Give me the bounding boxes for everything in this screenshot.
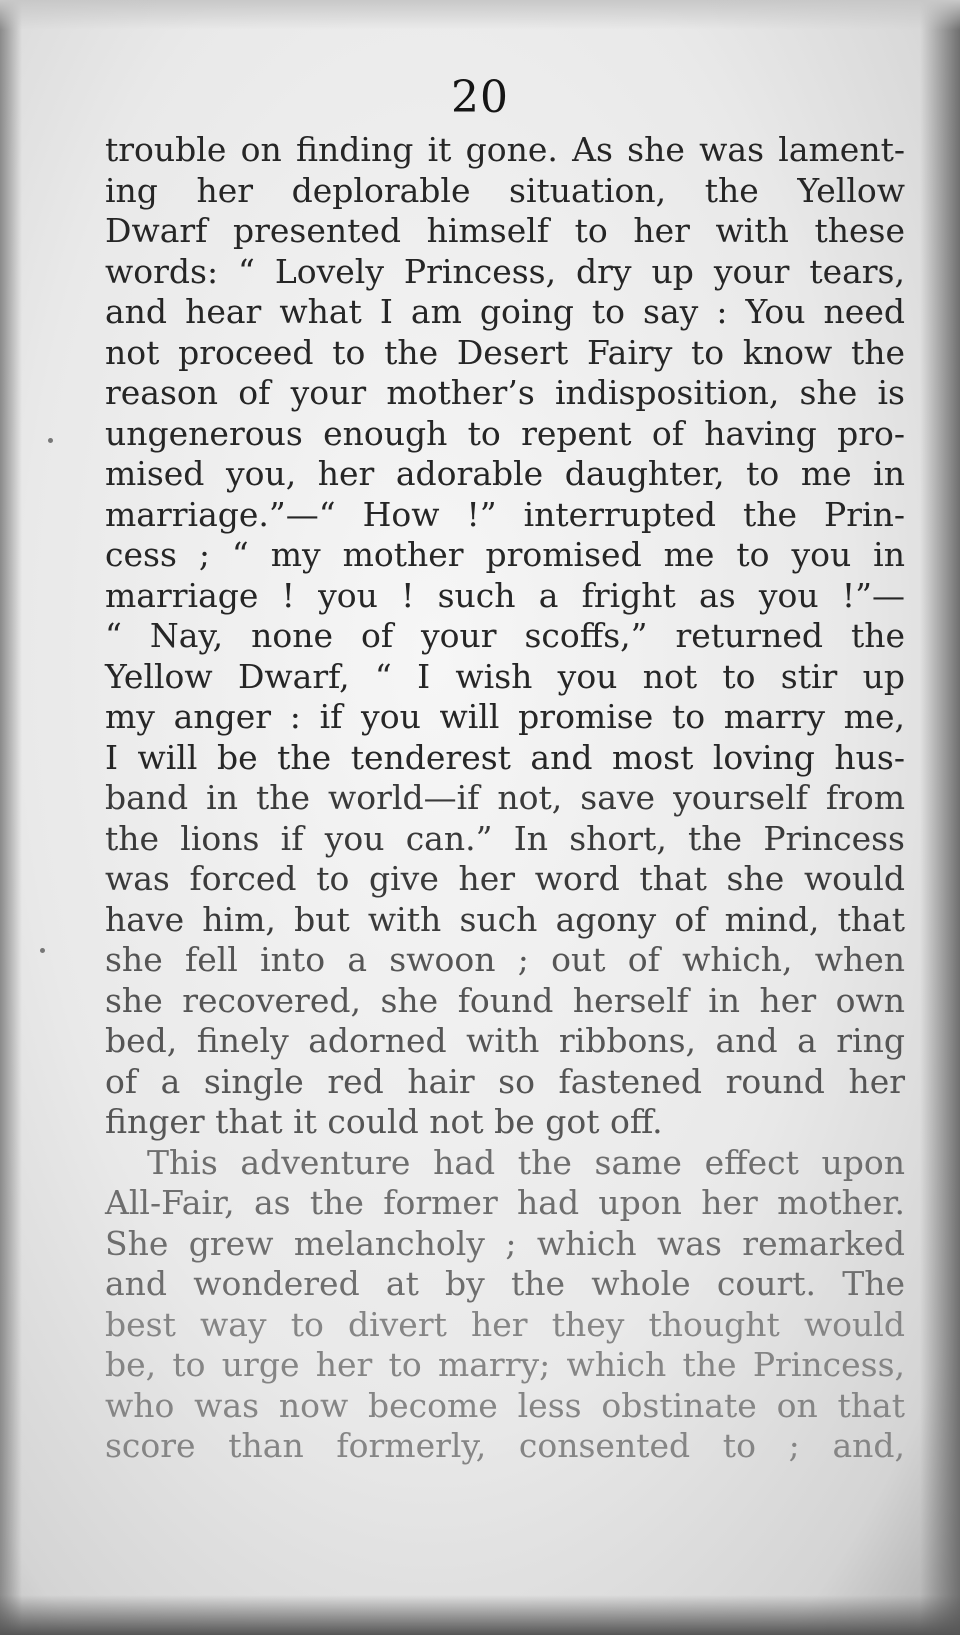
text-line: not proceed to the Desert Fairy to know the: [105, 332, 905, 372]
text-line: band in the world—if not, save yourself from: [105, 778, 905, 817]
text-line: I will be the tenderest and most loving hus-: [105, 737, 905, 777]
text-line: words: “ Lovely Princess, dry up your tears,: [105, 251, 905, 291]
text-line: she fell into a swoon ; out of which, when: [105, 940, 905, 979]
body-text: [105, 130, 905, 1467]
text-line: my anger : if you will promise to marry me,: [105, 697, 905, 736]
page-edge-shadow-left: [0, 0, 22, 1635]
text-line: Yellow Dwarf, “ I wish you not to stir up: [105, 656, 905, 696]
text-line: She grew melancholy ; which was remarked: [105, 1223, 905, 1263]
text-line: and hear what I am going to say : You need: [105, 292, 905, 331]
text-line: Dwarf presented himself to her with these: [105, 211, 905, 250]
text-line: reason of your mother’s indisposition, she is: [105, 373, 905, 412]
text-line: mised you, her adorable daughter, to me in: [105, 454, 905, 493]
paper-speck: [48, 438, 53, 443]
text-line: be, to urge her to marry; which the Princess,: [105, 1345, 905, 1384]
page-edge-shadow-top: [0, 0, 960, 30]
text-line: score than formerly, consented to ; and,: [105, 1426, 905, 1465]
text-line: “ Nay, none of your scoffs,” returned the: [105, 616, 905, 655]
text-line: cess ; “ my mother promised me to you in: [105, 535, 905, 574]
text-line: finger that it could not be got off.: [105, 1102, 663, 1141]
text-line: marriage.”—“ How !” interrupted the Prin-: [105, 494, 905, 534]
text-line: of a single red hair so fastened round her: [105, 1061, 905, 1101]
text-line: the lions if you can.” In short, the Princess: [105, 818, 905, 858]
text-line: she recovered, she found herself in her own: [105, 980, 905, 1020]
text-line: who was now become less obstinate on that: [105, 1385, 905, 1425]
text-line: This adventure had the same effect upon: [147, 1142, 905, 1182]
text-line: best way to divert her they thought would: [105, 1304, 905, 1344]
text-line: have him, but with such agony of mind, that: [105, 899, 905, 939]
paper-speck: [40, 948, 45, 953]
text-line: marriage ! you ! such a fright as you !”—: [105, 575, 905, 615]
text-line: was forced to give her word that she would: [105, 859, 905, 898]
page-edge-shadow-bottom: [0, 1595, 960, 1635]
page-number: 20: [451, 72, 509, 123]
text-line: ungenerous enough to repent of having pro-: [105, 413, 905, 453]
text-line: All-Fair, as the former had upon her mother.: [105, 1183, 905, 1222]
text-line: trouble on finding it gone. As she was lament-: [105, 130, 905, 169]
text-line: ing her deplorable situation, the Yellow: [105, 170, 905, 210]
text-line: bed, finely adorned with ribbons, and a ring: [105, 1021, 905, 1060]
page-edge-shadow-right: [920, 0, 960, 1635]
text-line: and wondered at by the whole court. The: [105, 1264, 905, 1303]
